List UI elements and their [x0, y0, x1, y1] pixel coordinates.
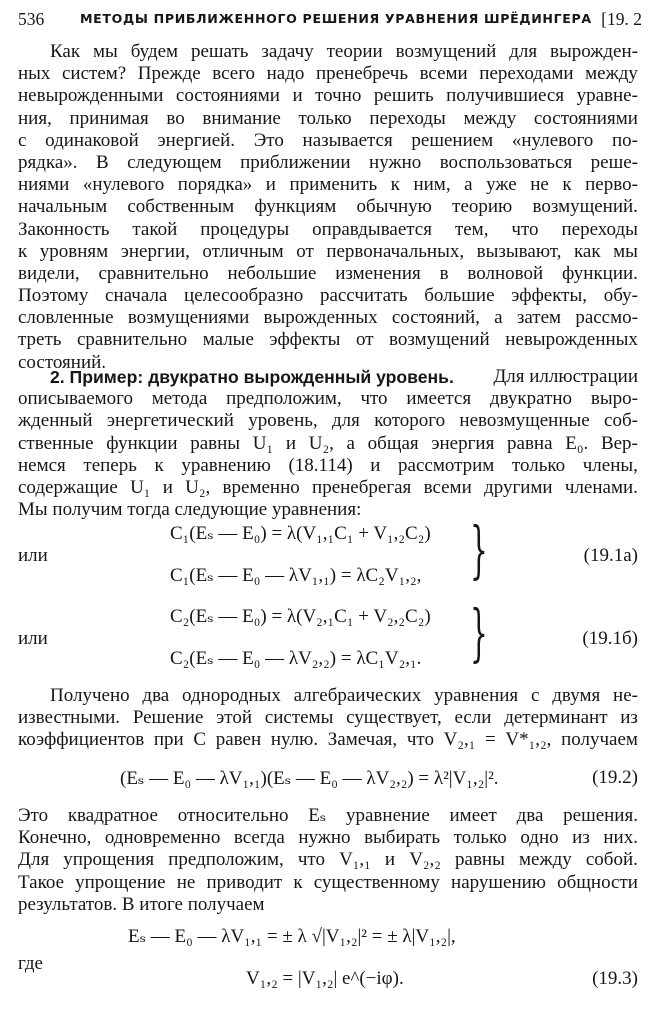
example-heading-line [18, 366, 638, 388]
right-brace-19-1a: } [470, 513, 488, 586]
text-line: словленные возмущениями вырожденных состояний, а затем рассмо- [18, 307, 638, 329]
equation-19-1b-line1: C₂(Eₛ — E₀) = λ(V₂,₁C₁ + V₂,₂C₂) [170, 606, 431, 627]
text-line: известными. Решение этой системы существует, если детерминант из [18, 707, 638, 729]
equation-19-3: V₁,₂ = |V₁,₂| e^(−iφ). [246, 968, 404, 989]
text-line: Это квадратное относительно Eₛ уравнение имеет два решения. [18, 805, 638, 826]
text-line: Мы получим тогда следующие уравнения: [18, 499, 362, 521]
text-line: начальным собственным функциям обычную теорию возмущений. [18, 196, 638, 218]
text-line: невырожденными состояниями и точно решить получившиеся уравне- [18, 85, 638, 107]
text-line: ных систем? Прежде всего надо пренебречь всеми переходами между [18, 63, 638, 85]
equation-19-1a-line1: C₁(Eₛ — E₀) = λ(V₁,₁C₁ + V₁,₂C₂) [170, 523, 431, 544]
text-line: Для упрощения предположим, что V₁,₁ и V₂,₂ равны между собой. [18, 849, 638, 871]
paragraph-degenerate-method [18, 41, 638, 374]
running-title: МЕТОДЫ ПРИБЛИЖЕННОГО РЕШЕНИЯ УРАВНЕНИЯ ШРЁДИНГЕРА [80, 11, 592, 26]
text-line: ниями «нулевого порядка» и применить к ним, а уже не к перво- [18, 174, 638, 196]
text-line: треть сравнительно малые эффекты от возмущений невырожденных [18, 329, 638, 351]
text-line: к уровням энергии, отличным от первоначальных, вызывают, как мы [18, 240, 638, 262]
section-number: [19. 2 [601, 9, 642, 29]
text-line: Конечно, одновременно всегда нужно выбирать только одно из них. [18, 827, 638, 849]
or-label: или [18, 628, 48, 649]
equation-number-19-3: (19.3) [592, 968, 638, 989]
text-line: рядка». В следующем приближении нужно воспользоваться реше- [18, 151, 638, 173]
text-line: коэффициентов при C равен нулю. Замечая, что V₂,₁ = V*₁,₂, получаем [18, 729, 638, 751]
text-line: видели, сравнительно небольшие изменения в волновой функции. [18, 262, 638, 284]
page-header [18, 9, 642, 33]
equation-19-1a-line2: C₁(Eₛ — E₀ — λV₁,₁) = λC₂V₁,₂, [170, 565, 422, 586]
text-line: немся теперь к уравнению (18.114) и рассмотрим только члены, [18, 454, 638, 476]
text-line: Получено два однородных алгебраических уравнения с двумя не- [50, 685, 638, 706]
where-label: где [18, 953, 43, 974]
right-brace-19-1b: } [470, 596, 488, 669]
or-label: или [18, 545, 48, 566]
text-line: состояний. [18, 351, 107, 373]
paragraph-example [18, 366, 638, 521]
text-line: с одинаковой энергией. Это называется решением «нулевого по- [18, 129, 638, 151]
equation-number-19-1b: (19.1б) [582, 628, 638, 649]
text-line: содержащие U₁ и U₂, временно пренебрегая всеми другими членами. [18, 476, 638, 498]
example-heading: 2. Пример: двукратно вырожденный уровень. [50, 367, 454, 387]
paragraph-determinant [18, 685, 638, 752]
text-line: Такое упрощение не приводит к существенному нарушению общности [18, 871, 638, 893]
equation-number-19-1a: (19.1a) [583, 545, 638, 566]
text-line: Законность такой процедуры оправдывается тем, что переходы [18, 218, 638, 240]
text-line: Поэтому сначала целесообразно рассчитать большие эффекты, обу- [18, 285, 638, 307]
text-line: жденный энергетический уровень, для которого невозмущенные соб- [18, 410, 638, 432]
text-line: описываемого метода предположим, что имеется двукратно выро- [18, 388, 638, 410]
text-fragment: Для иллюстрации [493, 366, 638, 387]
paragraph-quadratic [18, 805, 638, 916]
equation-energy-shift: Eₛ — E₀ — λV₁,₁ = ± λ √|V₁,₂|² = ± λ|V₁,₂|, [128, 926, 456, 947]
equation-number-19-2: (19.2) [592, 767, 638, 788]
text-line: результатов. В итоге получаем [18, 893, 265, 915]
text-line: ния, принимая во внимание только переходы между состояниями [18, 107, 638, 129]
equation-19-2: (Eₛ — E₀ — λV₁,₁)(Eₛ — E₀ — λV₂,₂) = λ²|V₁,₂|². [120, 768, 499, 789]
equation-19-1b-line2: C₂(Eₛ — E₀ — λV₂,₂) = λC₁V₂,₁. [170, 648, 422, 669]
text-line: Как мы будем решать задачу теории возмущений для вырожден- [50, 41, 638, 62]
page-number: 536 [18, 9, 45, 29]
text-line: ственные функции равны U₁ и U₂, а общая энергия равна E₀. Вер- [18, 432, 638, 454]
